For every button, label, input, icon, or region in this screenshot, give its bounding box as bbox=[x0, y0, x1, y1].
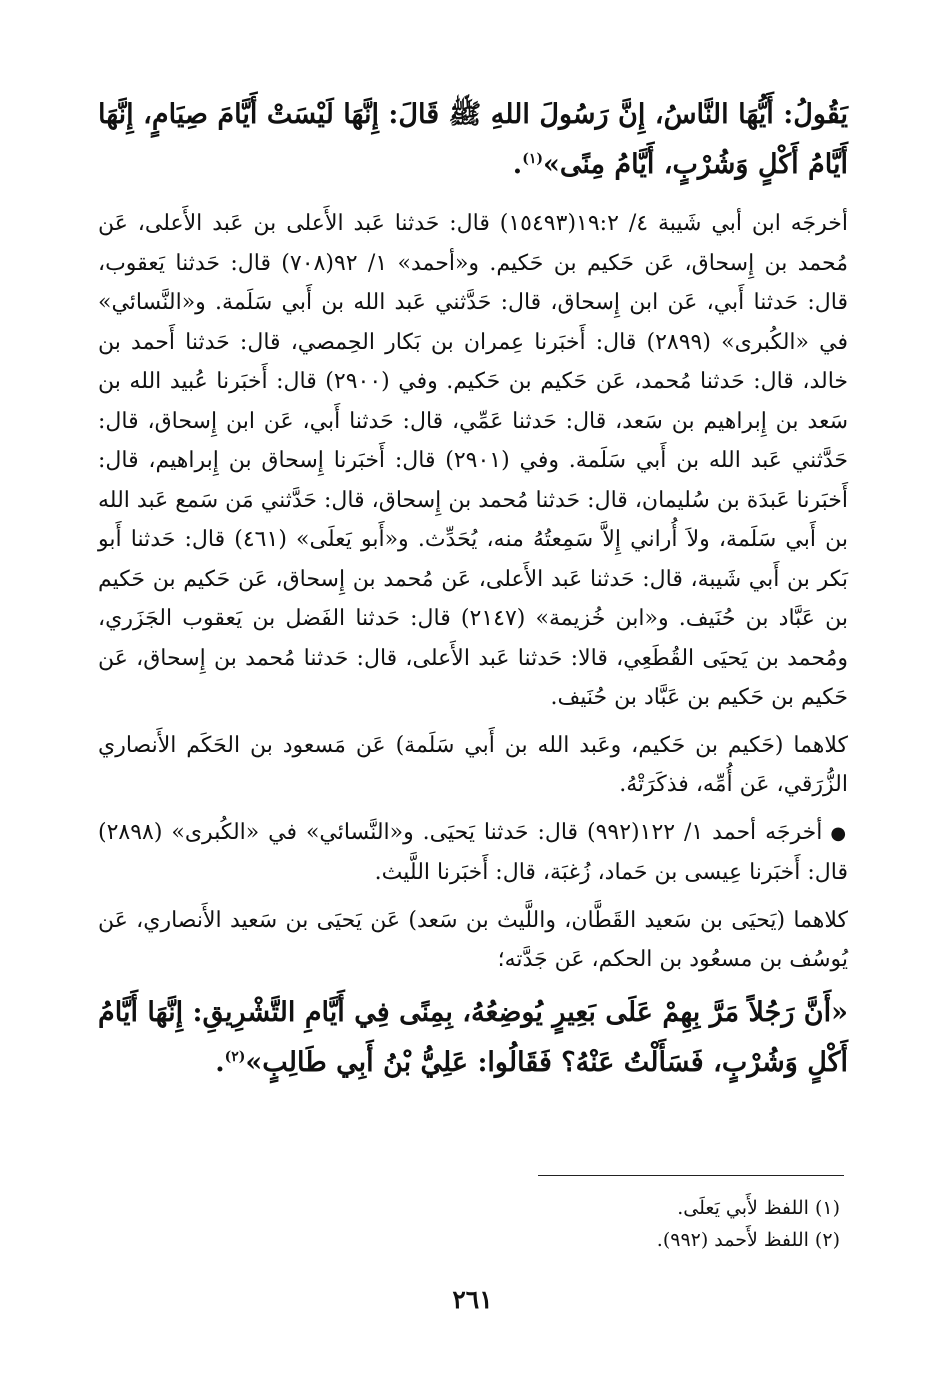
takhrij-paragraph-4: كلاهما (يَحيَى بن سَعيد القَطَّان، واللَّيث بن سَعد) عَن يَحيَى بن سَعيد الأَنصاري، عَن يُوسُف بن مسعُود بن الحكم، عَن جَدَّته؛ bbox=[98, 907, 848, 972]
main-text bbox=[98, 90, 848, 1102]
footnote-1: (١) اللفظ لأَبي يَعلَى. bbox=[677, 1197, 840, 1219]
page-number: ٢٦١ bbox=[452, 1285, 493, 1314]
footnote-ref-1: (١) bbox=[522, 151, 543, 167]
hadith-2-end: . bbox=[215, 1046, 225, 1078]
takhrij-paragraph-2: كلاهما (حَكيم بن حَكيم، وعَبد الله بن أَبي سَلَمة) عَن مَسعود بن الحَكَم الأَنصاري الزُّرَقي، عَن أُمِّه، فذكَرَتْهُ. bbox=[98, 732, 848, 797]
footnote-ref-2: (٢) bbox=[224, 1048, 246, 1065]
footnotes bbox=[98, 1192, 840, 1256]
hadith-1-end: . bbox=[512, 149, 523, 180]
footnote-2: (٢) اللفظ لأَحمد (٩٩٢). bbox=[656, 1229, 840, 1251]
takhrij-paragraph-3 bbox=[98, 813, 848, 893]
footnote-separator bbox=[538, 1175, 844, 1176]
hadith-2-text: «أَنَّ رَجُلاً مَرَّ بِهِمْ عَلَى بَعِيرٍ يُوضِعُهُ، بِمِنًى فِي أَيَّامِ التَّشْرِيقِ: إِنَّهَا أَيَّامُ أَكْلٍ وَشُرْبٍ، فَسَأَلْتُ عَنْهُ؟ فَقَالُوا: عَلِيُّ بْنُ أَبِي طَالِبٍ» bbox=[98, 996, 848, 1078]
hadith-text-2 bbox=[98, 988, 848, 1088]
takhrij-3-text: أخرجَه أحمد ١/ ١٢٢(٩٩٢) قال: حَدثنا يَحيَى. و«النَّسائي» في «الكُبرى» (٢٨٩٨) قال: أَخبَرنا عِيسى بن حَماد، زُغبَة، قال: أَخبَرنا اللَّيث. bbox=[98, 819, 848, 885]
takhrij-paragraph-1: أخرجَه ابن أبي شَيبة ٤/ ١٩:٢(١٥٤٩٣) قال: حَدثنا عَبد الأَعلى بن عَبد الأَعلى، عَن مُحمد بن إِسحاق، عَن حَكيم بن حَكيم. و«أحمد» ١/ ٩٢(٧٠٨) قال: حَدثنا يَعقوب، قال: حَدثنا أَبي، عَن ابن إِسحاق، قال: حَدَّثني عَبد الله بن أَبي سَلَمة. و«النَّسائي» في «الكُبرى» (٢٨٩٩) قال: أَخبَرنا عِمران بن بَكار الحِمصي، قال: حَدثنا أَحمد بن خالد، قال: حَدثنا مُحمد، عَن حَكيم بن حَكيم. وفي (٢٩٠٠) قال: أَخبَرنا عُبيد الله بن سَعد بن إِبراهيم بن سَعد، قال: حَدثنا عَمِّي، قال: حَدثنا أَبي، عَن ابن إِسحاق، قال: حَدَّثني عَبد الله بن أَبي سَلَمة. وفي (٢٩٠١) قال: أَخبَرنا إِسحاق بن إِبراهيم، قال: أَخبَرنا عَبدَة بن سُليمان، قال: حَدثنا مُحمد بن إِسحاق، قال: حَدَّثني مَن سَمع عَبد الله بن أَبي سَلَمة، ولاَ أُراني إِلاَّ سَمِعتُهُ منه، يُحَدِّث. و«أَبو يَعلَى» (٤٦١) قال: حَدثنا أَبو بَكر بن أَبي شَيبة، قال: حَدثنا عَبد الأَعلى، عَن مُحمد بن إِسحاق، عَن حَكيم بن حَكيم بن عَبَّاد بن حُنَيف. و«ابن خُزيمة» (٢١٤٧) قال: حَدثنا الفَضل بن يَعقوب الجَزَري، ومُحمد بن يَحيَى القُطَعِي، قالا: حَدثنا عَبد الأَعلى، قال: حَدثنا مُحمد بن إِسحاق، عَن حَكيم بن حَكيم بن عَبَّاد بن حُنَيف. bbox=[98, 211, 849, 710]
hadith-1-text: يَقُولُ: أَيُّهَا النَّاسُ، إِنَّ رَسُولَ اللهِ ﷺ قَالَ: إِنَّهَا لَيْسَتْ أَيَّامَ صِيَامٍ، إِنَّهَا أَيَّامُ أَكْلٍ وَشُرْبٍ، أَيَّامُ مِنًى» bbox=[98, 99, 848, 180]
bullet-icon: ● bbox=[830, 822, 848, 844]
hadith-text-1 bbox=[98, 90, 848, 190]
